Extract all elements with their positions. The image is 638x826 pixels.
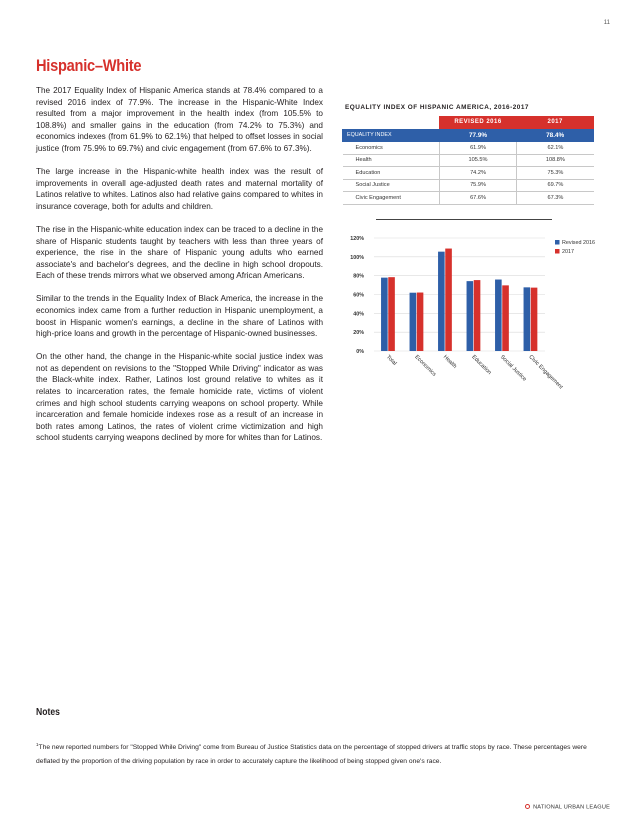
- row-label: EQUALITY INDEX: [343, 129, 440, 142]
- equality-index-table: [342, 116, 594, 205]
- cell-revised-2016: 61.9%: [439, 142, 517, 155]
- table-row: [343, 129, 594, 142]
- bar-revised-2016: [467, 281, 474, 351]
- body-text: [36, 85, 323, 456]
- y-tick-label: 40%: [353, 311, 364, 318]
- table-header-revised-2016: REVISED 2016: [439, 116, 517, 129]
- x-tick-label: Health: [441, 354, 458, 370]
- y-tick-label: 60%: [353, 292, 364, 299]
- legend-swatch: [555, 249, 560, 254]
- table-row: [343, 192, 594, 205]
- x-tick-label: Education: [470, 354, 493, 377]
- x-tick-label: Social Justice: [498, 354, 528, 383]
- bar-revised-2016: [438, 252, 445, 351]
- footnote-marker: 1: [36, 742, 39, 747]
- paragraph: On the other hand, the change in the Hispanic-white social justice index was not as dependent on revisions to the "Stopped While Driving" indicator as was the Black-white index. Rather, Latinos lost ground relative to whites as it relates to incarceration rates, the female homicide rate, victims of violent crimes and high school students carrying weapons on school property. While incarceration and female homicide indexes rose as a result of an increase in both rates among Latinos, the rates of violent crime victimization and high school students carrying weapons declined by more for whites than for Latinos.: [36, 352, 323, 443]
- cell-2017: 75.3%: [517, 167, 594, 180]
- cell-2017: 108.8%: [517, 154, 594, 167]
- row-label: Economics: [343, 142, 440, 155]
- table-row: [343, 167, 594, 180]
- table-title: EQUALITY INDEX OF HISPANIC AMERICA, 2016-2017: [345, 104, 529, 111]
- row-label: Education: [343, 167, 440, 180]
- cell-revised-2016: 77.9%: [439, 129, 517, 142]
- y-tick-label: 100%: [350, 254, 364, 261]
- bar-2017: [445, 249, 452, 351]
- notes-title: Notes: [36, 707, 60, 718]
- row-label: Civic Engagement: [343, 192, 440, 205]
- equality-index-bar-chart: [340, 226, 610, 406]
- table-header-empty: [343, 116, 440, 129]
- cell-2017: 62.1%: [517, 142, 594, 155]
- y-tick-label: 120%: [350, 236, 364, 242]
- legend-swatch: [555, 240, 560, 245]
- chart-divider: [376, 219, 552, 220]
- bar-revised-2016: [495, 280, 502, 351]
- legend-label: Revised 2016: [562, 240, 595, 247]
- legend-label: 2017: [562, 249, 574, 256]
- x-tick-label: Economics: [413, 354, 437, 378]
- bar-2017: [388, 277, 395, 351]
- x-tick-label: Civic Engagement: [527, 354, 564, 391]
- cell-revised-2016: 67.6%: [439, 192, 517, 205]
- table-row: [343, 154, 594, 167]
- paragraph: The rise in the Hispanic-white education index can be traced to a decline in the share of Hispanic students taught by teachers with less than three years of experience, the rise in the share of Hispanic young adults who earned associate's and bachelor's degrees, and the decline in high school dropouts. Each of these trends mirrors what we observed among African Americans.: [36, 224, 323, 281]
- footer-organization: NATIONAL URBAN LEAGUE: [533, 804, 610, 811]
- footnote-text: The new reported numbers for "Stopped While Driving" come from Bureau of Justice Statistics data on the percentage of stopped drivers at traffic stops by race. These percentages were deflated by the proportion of the driving population by race in order to accurately capture the likelihood of being stopped given one's race.: [36, 744, 587, 766]
- table-row: [343, 142, 594, 155]
- notes-text: [36, 738, 603, 769]
- bar-2017: [502, 285, 509, 351]
- bar-revised-2016: [410, 293, 417, 351]
- x-tick-label: Total: [384, 354, 398, 367]
- paragraph: The large increase in the Hispanic-white health index was the result of improvements in overall age-adjusted death rates and maternal mortality of Latinos relative to whites. Latinos also had relative gains compared to whites in insurance coverage, both for adults and children.: [36, 167, 323, 211]
- bar-revised-2016: [381, 278, 388, 351]
- bar-2017: [474, 280, 481, 351]
- logo-circle-icon: [525, 804, 530, 809]
- paragraph: The 2017 Equality Index of Hispanic America stands at 78.4% compared to a revised 2016 index of 77.9%. The increase in the Hispanic-White Index resulted from a major improvement in the health index (from 105.5% to 108.8%) and smaller gains in the education (from 74.2% to 75.3%) and economics indexes (from 61.9% to 62.1%) that helped to offset losses in social justice (from 75.9% to 69.7%) and civic engagement (from 67.6% to 67.3%).: [36, 86, 323, 153]
- table-header-2017: 2017: [517, 116, 594, 129]
- row-label: Social Justice: [343, 179, 440, 192]
- cell-2017: 67.3%: [517, 192, 594, 205]
- footer: [525, 804, 610, 811]
- row-label: Health: [343, 154, 440, 167]
- cell-2017: 69.7%: [517, 179, 594, 192]
- table-header-row: [343, 116, 594, 129]
- section-title: Hispanic–White: [36, 56, 142, 75]
- y-tick-label: 20%: [353, 330, 364, 337]
- cell-revised-2016: 74.2%: [439, 167, 517, 180]
- cell-revised-2016: 75.9%: [439, 179, 517, 192]
- cell-revised-2016: 105.5%: [439, 154, 517, 167]
- bar-revised-2016: [524, 287, 531, 351]
- y-tick-label: 80%: [353, 273, 364, 280]
- page-number: 11: [603, 20, 610, 26]
- bar-2017: [417, 293, 424, 351]
- table-row: [343, 179, 594, 192]
- y-tick-label: 0%: [356, 349, 364, 355]
- bar-2017: [531, 288, 538, 351]
- cell-2017: 78.4%: [517, 129, 594, 142]
- paragraph: Similar to the trends in the Equality Index of Black America, the increase in the economics index came from a further reduction in Hispanic unemployment, a boost in Hispanic women's earnings, a decline in the share of Latinos with high-price loans and growth in the percentage of Hispanic-owned businesses.: [36, 294, 323, 339]
